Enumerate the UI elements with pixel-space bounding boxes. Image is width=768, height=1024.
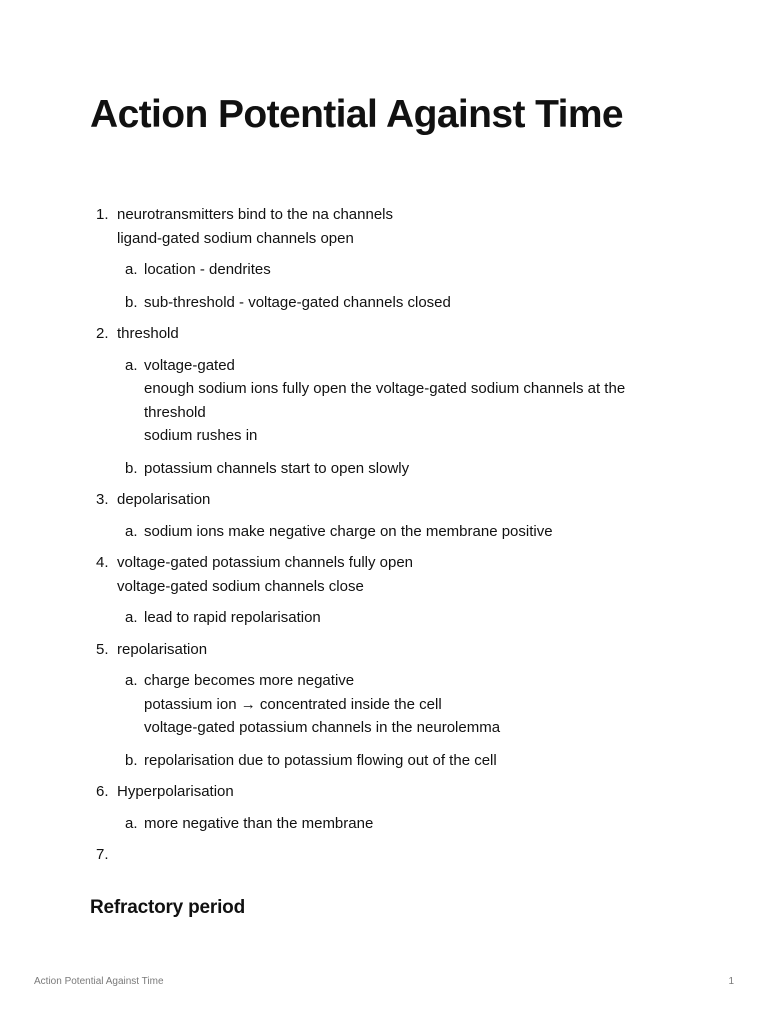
list-item: [90, 203, 690, 314]
list-item: [90, 780, 690, 835]
sub-list-item-text: sodium rushes in: [144, 427, 258, 444]
list-item-text: threshold: [117, 325, 179, 342]
sub-list-item-text: lead to rapid repolarisation: [144, 609, 321, 626]
list-item-number: 2.: [96, 325, 109, 342]
sub-list: [117, 258, 690, 314]
sub-list-item-letter: a.: [125, 356, 138, 374]
list-item: [90, 488, 690, 543]
sub-list-item: [117, 258, 690, 282]
list-item-number: 5.: [96, 640, 109, 658]
sub-list-item: [117, 812, 690, 836]
list-item-number: 4.: [96, 554, 109, 571]
sub-list-item-letter: a.: [125, 609, 138, 626]
sub-list-item-text: charge becomes more negative: [144, 672, 355, 689]
sub-list-item-letter: a.: [125, 261, 138, 278]
sub-list: [117, 812, 690, 836]
sub-list: [117, 606, 690, 630]
list-item-text: ligand-gated sodium channels open: [117, 229, 354, 247]
sub-list-item-letter: a.: [125, 522, 138, 540]
list-item: [90, 551, 690, 630]
list-item-empty: [117, 843, 690, 867]
list-item-number: 7.: [96, 846, 109, 863]
sub-list-item: [117, 354, 690, 448]
list-item-number: 6.: [96, 783, 109, 800]
sub-list-item: [117, 457, 690, 481]
sub-list-item-text: sodium ions make negative charge on the membrane positive: [144, 522, 553, 540]
sub-list-item-text: location - dendrites: [144, 261, 271, 278]
list-item-number: 3.: [96, 491, 109, 508]
sub-list-item-letter: a.: [125, 672, 138, 689]
sub-list: [117, 520, 690, 544]
list-item-text: neurotransmitters bind to the na channels: [117, 206, 393, 223]
section-heading: Refractory period: [90, 897, 245, 918]
sub-list: [117, 669, 690, 772]
sub-list-item-letter: a.: [125, 814, 138, 832]
sub-list-item: [117, 749, 690, 773]
list-item-text: voltage-gated potassium channels fully open: [117, 554, 414, 571]
sub-list-item-text: enough sodium ions fully open the voltage-gated sodium channels at the: [144, 380, 626, 397]
sub-list-item-text: sub-threshold - voltage-gated channels closed: [144, 293, 451, 311]
list-item-text: depolarisation: [117, 491, 211, 508]
sub-list-item: [117, 669, 690, 740]
page-title: Action Potential Against Time: [90, 93, 623, 136]
list-item: [90, 638, 690, 773]
footer-title: Action Potential Against Time: [34, 976, 164, 987]
sub-list-item: [117, 606, 690, 630]
list-item: [90, 843, 690, 867]
sub-list-item: [117, 291, 690, 315]
sub-list-item-text: repolarisation due to potassium flowing out of the cell: [144, 751, 497, 769]
sub-list: [117, 354, 690, 481]
list-item-text: Hyperpolarisation: [117, 783, 234, 800]
sub-list-item-text: more negative than the membrane: [144, 814, 374, 832]
sub-list-item-letter: b.: [125, 459, 138, 477]
sub-list-item-letter: b.: [125, 293, 138, 311]
sub-list-item-letter: b.: [125, 751, 138, 769]
sub-list-item-text: potassium ion → concentrated inside the cell: [144, 695, 442, 713]
footer-page-number: 1: [728, 976, 734, 987]
list-item-text: voltage-gated sodium channels close: [117, 577, 364, 595]
sub-list-item: [117, 520, 690, 544]
sub-list-item-text: voltage-gated: [144, 356, 235, 374]
list-item: [90, 322, 690, 480]
list-item-text: repolarisation: [117, 640, 208, 658]
sub-list-item-text: voltage-gated potassium channels in the neurolemma: [144, 719, 501, 736]
sub-list-item-text: potassium channels start to open slowly: [144, 459, 410, 477]
list-item-number: 1.: [96, 206, 109, 223]
sub-list-item-text: threshold: [144, 403, 206, 421]
numbered-list: [90, 203, 690, 875]
